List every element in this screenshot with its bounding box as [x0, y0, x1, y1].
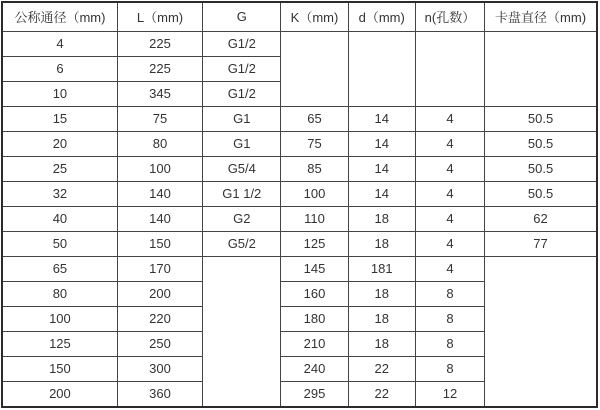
table-header: [2, 2, 597, 31]
cell-n: 8: [415, 281, 484, 306]
cell-G: G1/2: [203, 56, 281, 81]
cell-G: G1/2: [203, 31, 281, 56]
cell-n: 8: [415, 356, 484, 381]
cell-chuck: 50.5: [485, 156, 597, 181]
header-K: K（mm): [281, 2, 348, 31]
cell-L: 250: [117, 331, 202, 356]
table-row: [2, 206, 597, 231]
cell-K: 65: [281, 106, 348, 131]
cell-G: G5/4: [203, 156, 281, 181]
cell-dn: 150: [2, 356, 117, 381]
cell-chuck: 50.5: [485, 131, 597, 156]
cell-dn: 80: [2, 281, 117, 306]
cell-K: 240: [281, 356, 348, 381]
cell-dn: 40: [2, 206, 117, 231]
cell-G: G1/2: [203, 81, 281, 106]
cell-G: G1: [203, 131, 281, 156]
table-row: [2, 156, 597, 181]
cell-K: 295: [281, 381, 348, 407]
cell-L: 345: [117, 81, 202, 106]
cell-dn: 15: [2, 106, 117, 131]
cell-n: 4: [415, 231, 484, 256]
cell-chuck-merged-empty: [485, 31, 597, 106]
cell-d: 18: [348, 231, 415, 256]
table-body: [2, 31, 597, 407]
cell-L: 170: [117, 256, 202, 281]
cell-L: 360: [117, 381, 202, 407]
cell-d: 18: [348, 306, 415, 331]
cell-L: 80: [117, 131, 202, 156]
cell-dn: 65: [2, 256, 117, 281]
cell-chuck-merged-empty: [485, 256, 597, 407]
cell-d: 14: [348, 106, 415, 131]
cell-n: 4: [415, 181, 484, 206]
cell-dn: 32: [2, 181, 117, 206]
cell-n: 4: [415, 106, 484, 131]
cell-L: 225: [117, 31, 202, 56]
header-d: d（mm): [348, 2, 415, 31]
table-row: [2, 231, 597, 256]
spec-table: [1, 1, 598, 408]
table-row: [2, 181, 597, 206]
cell-chuck: 62: [485, 206, 597, 231]
cell-d: 181: [348, 256, 415, 281]
cell-d-merged-empty: [348, 31, 415, 106]
cell-K: 125: [281, 231, 348, 256]
cell-dn: 100: [2, 306, 117, 331]
cell-dn: 6: [2, 56, 117, 81]
cell-K: 145: [281, 256, 348, 281]
cell-K: 110: [281, 206, 348, 231]
cell-L: 200: [117, 281, 202, 306]
header-row: [2, 2, 597, 31]
header-L: L（mm): [117, 2, 202, 31]
cell-G: G1: [203, 106, 281, 131]
cell-chuck: 50.5: [485, 106, 597, 131]
cell-dn: 25: [2, 156, 117, 181]
table-row: [2, 31, 597, 56]
cell-d: 18: [348, 281, 415, 306]
cell-L: 75: [117, 106, 202, 131]
cell-G: G2: [203, 206, 281, 231]
table-row: [2, 131, 597, 156]
cell-dn: 20: [2, 131, 117, 156]
cell-d: 22: [348, 356, 415, 381]
cell-K: 160: [281, 281, 348, 306]
cell-K: 100: [281, 181, 348, 206]
cell-n: 8: [415, 306, 484, 331]
cell-K: 180: [281, 306, 348, 331]
cell-d: 14: [348, 131, 415, 156]
cell-chuck: 50.5: [485, 181, 597, 206]
cell-K-merged-empty: [281, 31, 348, 106]
table-row: [2, 256, 597, 281]
cell-L: 140: [117, 181, 202, 206]
cell-d: 18: [348, 331, 415, 356]
cell-L: 140: [117, 206, 202, 231]
cell-n: 4: [415, 156, 484, 181]
cell-d: 18: [348, 206, 415, 231]
cell-L: 100: [117, 156, 202, 181]
cell-d: 14: [348, 156, 415, 181]
table-row: [2, 106, 597, 131]
cell-K: 210: [281, 331, 348, 356]
cell-n: 8: [415, 331, 484, 356]
cell-n: 4: [415, 131, 484, 156]
cell-dn: 10: [2, 81, 117, 106]
cell-dn: 125: [2, 331, 117, 356]
cell-chuck: 77: [485, 231, 597, 256]
cell-n: 4: [415, 206, 484, 231]
cell-dn: 200: [2, 381, 117, 407]
cell-L: 220: [117, 306, 202, 331]
header-chuck-diameter: 卡盘直径（mm): [485, 2, 597, 31]
cell-G: G1 1/2: [203, 181, 281, 206]
cell-dn: 50: [2, 231, 117, 256]
header-n-holes: n(孔数）: [415, 2, 484, 31]
cell-G: G5/2: [203, 231, 281, 256]
cell-L: 150: [117, 231, 202, 256]
cell-d: 22: [348, 381, 415, 407]
cell-K: 85: [281, 156, 348, 181]
cell-d: 14: [348, 181, 415, 206]
cell-L: 300: [117, 356, 202, 381]
cell-K: 75: [281, 131, 348, 156]
header-G: G: [203, 2, 281, 31]
cell-n: 4: [415, 256, 484, 281]
cell-n-merged-empty: [415, 31, 484, 106]
cell-n: 12: [415, 381, 484, 407]
header-nominal-diameter: 公称通径（mm): [2, 2, 117, 31]
cell-dn: 4: [2, 31, 117, 56]
cell-L: 225: [117, 56, 202, 81]
cell-G-merged-empty: [203, 256, 281, 407]
